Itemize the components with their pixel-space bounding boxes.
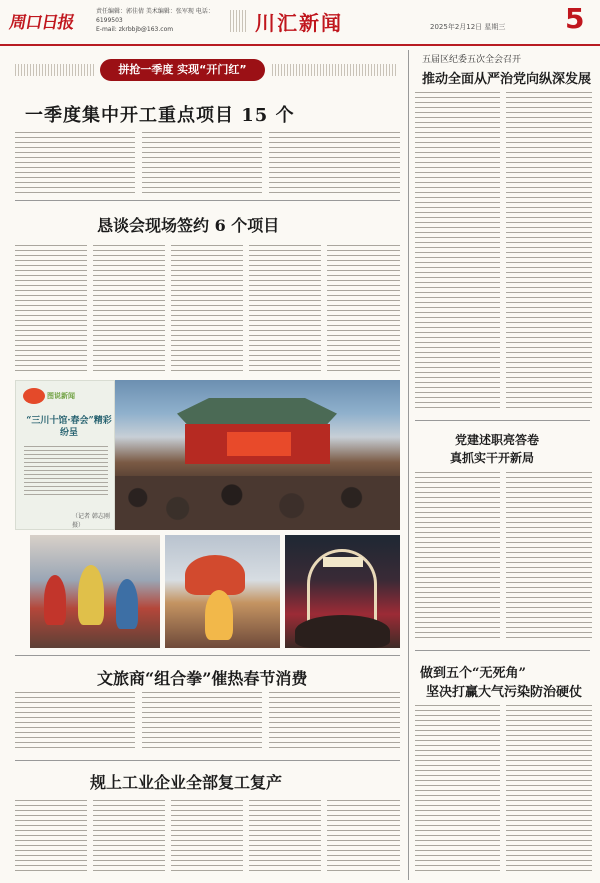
body-text (142, 692, 262, 752)
article-divider (15, 655, 400, 656)
masthead (0, 0, 600, 46)
body-text (506, 705, 592, 875)
article-divider (15, 200, 400, 201)
temple-fair-photo (115, 380, 400, 530)
body-text (327, 800, 400, 875)
masthead-ornament (230, 10, 248, 32)
caption-title: “三川十馆·春会”精彩纷呈 (26, 416, 112, 438)
body-text (269, 692, 400, 752)
headline-signing: 恳谈会现场签约 6 个项目 (97, 216, 280, 235)
page-number: 5 (565, 2, 585, 35)
photo-feature (15, 380, 400, 648)
body-text (249, 245, 321, 373)
body-text (15, 800, 87, 875)
caption-text (24, 446, 108, 498)
dragon-dance-photo (165, 535, 280, 648)
body-text (15, 692, 135, 752)
article-divider (415, 420, 590, 421)
night-market-photo (285, 535, 400, 648)
article-divider (15, 760, 400, 761)
headline-industry: 规上工业企业全部复工复产 (90, 773, 283, 792)
body-text (93, 245, 165, 373)
headline-lead: 一季度集中开工重点项目 15 个 (25, 105, 295, 126)
body-text (15, 132, 135, 194)
section-title: 川汇新闻 (255, 11, 343, 35)
issue-date: 2025年2月12日 星期三 (430, 23, 506, 31)
newspaper-logo: 周口日报 (7, 13, 76, 33)
right-headline-2b: 真抓实干开新局 (450, 451, 535, 465)
article-divider (415, 650, 590, 651)
editor-info-line: E-mail: zkrbbjb@163.com (96, 26, 174, 33)
body-text (93, 800, 165, 875)
banner-ornament-right (272, 64, 397, 76)
caption-brand: 图说新闻 (47, 392, 75, 400)
body-text (327, 245, 400, 373)
banner-ornament-left (15, 64, 95, 76)
photo-caption-box (15, 380, 115, 530)
headline-culture: 文旅商“组合拳”催热春节消费 (97, 669, 308, 688)
body-text (142, 132, 262, 194)
editor-info (96, 7, 221, 34)
body-text (269, 132, 400, 194)
body-text (415, 705, 500, 875)
body-text (506, 92, 592, 412)
body-text (171, 800, 243, 875)
right-headline-1: 推动全面从严治党向纵深发展 (422, 72, 592, 87)
right-headline-3b: 坚决打赢大气污染防治硬仗 (426, 685, 583, 700)
column-divider (408, 50, 409, 880)
performance-photo (30, 535, 160, 648)
body-text (15, 245, 87, 373)
body-text (415, 472, 500, 642)
right-subhead: 五届区纪委五次全会召开 (422, 55, 522, 65)
editor-info-line: 责任编辑：郭佳倩 美术编辑：张军现 电话：6199503 (96, 8, 214, 24)
body-text (171, 245, 243, 373)
right-headline-2a: 党建述职亮答卷 (455, 433, 540, 447)
news-logo-icon (23, 388, 45, 404)
caption-credit: （记者 韩志刚 摄） (72, 513, 110, 529)
body-text (506, 472, 592, 642)
campaign-banner: 拼抢一季度 实现“开门红” (100, 59, 265, 81)
body-text (249, 800, 321, 875)
right-headline-3a: 做到五个“无死角” (420, 666, 526, 681)
body-text (415, 92, 500, 412)
